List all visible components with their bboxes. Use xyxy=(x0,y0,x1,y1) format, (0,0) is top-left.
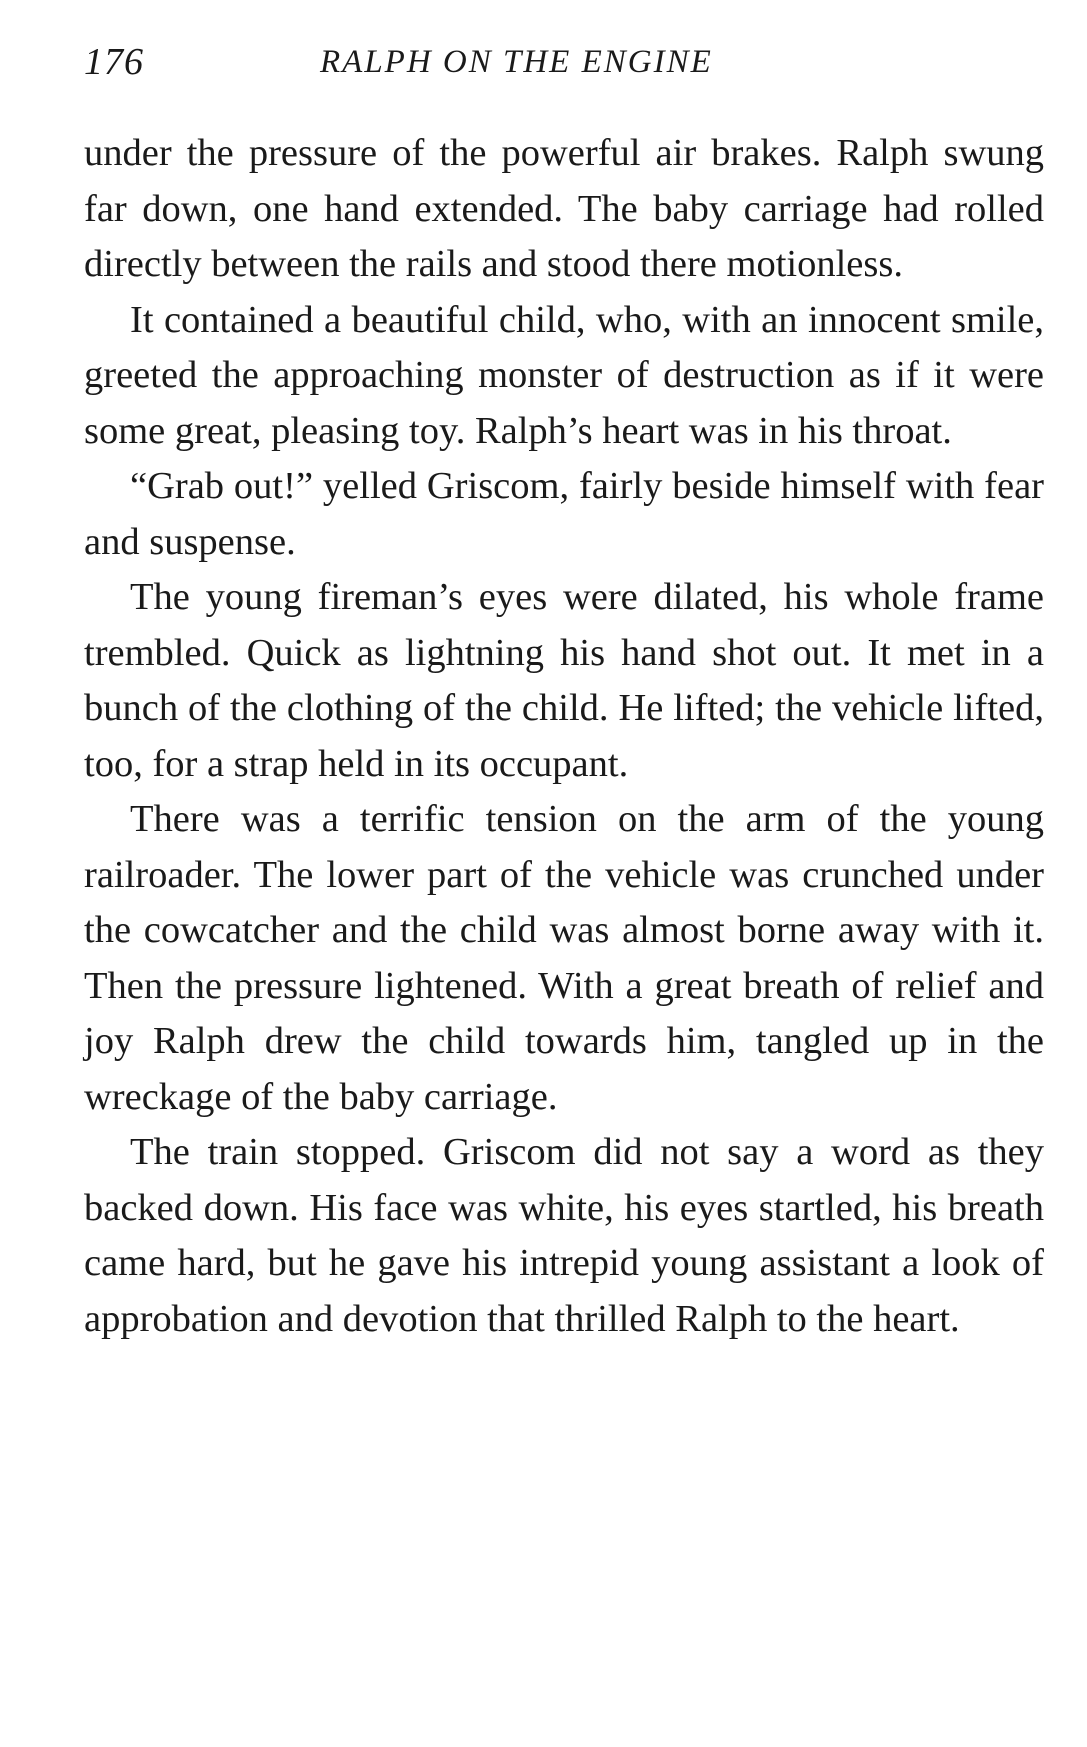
body-text xyxy=(84,126,1044,1347)
page-number: 176 xyxy=(84,41,144,83)
paragraph: The train stopped. Griscom did not say a word as they backed down. His face was white, his eyes startled, his breath came hard, but he gave his intrepid young assistant a look of approbation and devotion that thrilled Ralph to the heart. xyxy=(84,1131,1044,1340)
running-title: RALPH ON THE ENGINE xyxy=(320,44,713,80)
running-head xyxy=(84,38,1054,88)
paragraph: There was a terrific tension on the arm of the young railroader. The lower part of the vehicle was crunched under the cowcatcher and the child was almost borne away with it. Then the pressure lightened. With a great breath of relief and joy Ralph drew the child towards him, tangled up in the wreckage of the baby carriage. xyxy=(84,798,1044,1118)
paragraph: It contained a beautiful child, who, with an innocent smile, greeted the approaching monster of destruction as if it were some great, pleasing toy. Ralph’s heart was in his throat. xyxy=(84,298,1044,452)
paragraph-continuation: under the pressure of the powerful air brakes. Ralph swung far down, one hand extended. The baby carriage had rolled directly between the rails and stood there motionless. xyxy=(84,132,1044,285)
paragraph: “Grab out!” yelled Griscom, fairly beside himself with fear and suspense. xyxy=(84,465,1044,563)
paragraph: The young fireman’s eyes were dilated, his whole frame trembled. Quick as lightning his hand shot out. It met in a bunch of the clothing of the child. He lifted; the vehicle lifted, too, for a strap held in its occupant. xyxy=(84,576,1044,785)
